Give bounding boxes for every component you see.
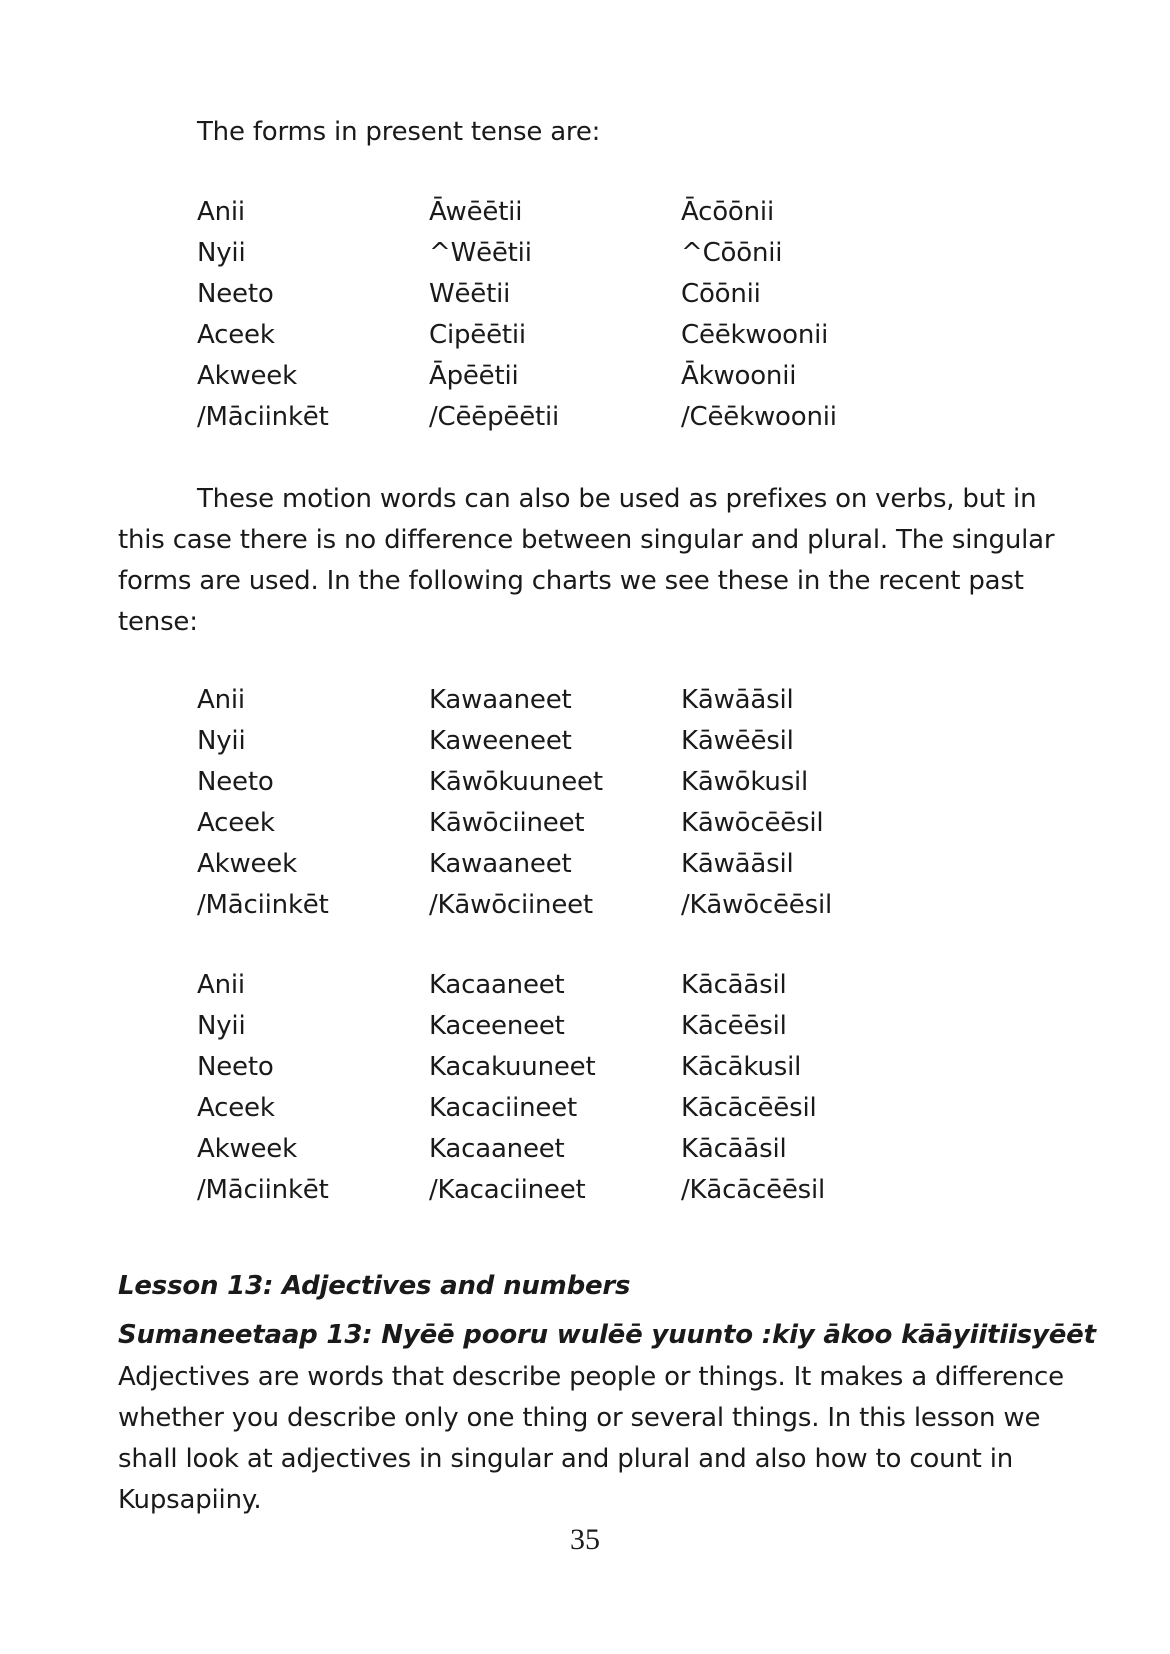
singular-form-cell: Kaceeneet xyxy=(429,1011,565,1041)
table-row xyxy=(197,356,961,397)
present-tense-table xyxy=(197,192,961,438)
singular-form-cell: ^Wēētii xyxy=(429,238,532,268)
pronoun-cell: Aceek xyxy=(197,1093,275,1123)
table-row xyxy=(197,885,961,926)
singular-form-cell: Kawaaneet xyxy=(429,685,572,715)
table-row xyxy=(197,721,961,762)
plural-form-cell: Kācācēēsil xyxy=(681,1093,817,1123)
plural-form-cell: /Kācācēēsil xyxy=(681,1175,826,1205)
pronoun-cell: Akweek xyxy=(197,361,297,391)
adjectives-paragraph: Adjectives are words that describe people or things. It makes a difference whether you describe only one thing or several things. In this lesson we shall look at adjectives in singular and plural and also how to count in Kupsapiiny. xyxy=(118,1362,1064,1515)
intro-text: The forms in present tense are: xyxy=(197,117,601,147)
plural-form-cell: ^Cōōnii xyxy=(681,238,783,268)
table-row xyxy=(197,274,961,315)
singular-form-cell: /Kacaciineet xyxy=(429,1175,586,1205)
plural-form-cell: Kācāāsil xyxy=(681,1134,787,1164)
singular-form-cell: Kāwōciineet xyxy=(429,808,585,838)
pronoun-cell: Anii xyxy=(197,685,245,715)
plural-form-cell: Cōōnii xyxy=(681,279,761,309)
table-row xyxy=(197,1047,961,1088)
plural-form-cell: Cēēkwoonii xyxy=(681,320,829,350)
plural-form-cell: Kāwēēsil xyxy=(681,726,794,756)
table-row xyxy=(197,965,961,1006)
table-row xyxy=(197,844,961,885)
plural-form-cell: Kāwāāsil xyxy=(681,685,794,715)
recent-past-table-1 xyxy=(197,680,961,926)
plural-form-cell: /Kāwōcēēsil xyxy=(681,890,832,920)
plural-form-cell: /Cēēkwoonii xyxy=(681,402,837,432)
pronoun-cell: Akweek xyxy=(197,849,297,879)
singular-form-cell: /Cēēpēētii xyxy=(429,402,560,432)
singular-form-cell: Kacaciineet xyxy=(429,1093,577,1123)
plural-form-cell: Kācāāsil xyxy=(681,970,787,1000)
pronoun-cell: /Māciinkēt xyxy=(197,1175,329,1205)
lesson-heading-kupsapiiny: Sumaneetaap 13: Nyēē pooru wulēē yuunto :kiy ākoo kāāyiitiisyēēt xyxy=(118,1320,1096,1350)
singular-form-cell: Cipēētii xyxy=(429,320,526,350)
pronoun-cell: Anii xyxy=(197,197,245,227)
pronoun-cell: Anii xyxy=(197,970,245,1000)
pronoun-cell: Aceek xyxy=(197,808,275,838)
plural-form-cell: Kāwōkusil xyxy=(681,767,809,797)
pronoun-cell: Aceek xyxy=(197,320,275,350)
singular-form-cell: Kāwōkuuneet xyxy=(429,767,603,797)
plural-form-cell: Kācēēsil xyxy=(681,1011,787,1041)
table-row xyxy=(197,680,961,721)
table-row xyxy=(197,192,961,233)
table-row xyxy=(197,233,961,274)
pronoun-cell: Nyii xyxy=(197,726,246,756)
pronoun-cell: Neeto xyxy=(197,767,274,797)
table-row xyxy=(197,1006,961,1047)
pronoun-cell: Neeto xyxy=(197,1052,274,1082)
pronoun-cell: Nyii xyxy=(197,1011,246,1041)
recent-past-table-2 xyxy=(197,965,961,1211)
table-row xyxy=(197,1170,961,1211)
plural-form-cell: Kāwāāsil xyxy=(681,849,794,879)
singular-form-cell: Kacaaneet xyxy=(429,1134,565,1164)
singular-form-cell: Kawaaneet xyxy=(429,849,572,879)
singular-form-cell: Āpēētii xyxy=(429,361,519,391)
singular-form-cell: Āwēētii xyxy=(429,197,523,227)
singular-form-cell: Kacaaneet xyxy=(429,970,565,1000)
plural-form-cell: Ācōōnii xyxy=(681,197,774,227)
table-row xyxy=(197,315,961,356)
pronoun-cell: /Māciinkēt xyxy=(197,890,329,920)
pronoun-cell: Neeto xyxy=(197,279,274,309)
plural-form-cell: Kāwōcēēsil xyxy=(681,808,824,838)
table-row xyxy=(197,803,961,844)
table-row xyxy=(197,397,961,438)
singular-form-cell: Kacakuuneet xyxy=(429,1052,596,1082)
table-row xyxy=(197,762,961,803)
singular-form-cell: /Kāwōciineet xyxy=(429,890,593,920)
pronoun-cell: /Māciinkēt xyxy=(197,402,329,432)
plural-form-cell: Kācākusil xyxy=(681,1052,802,1082)
pronoun-cell: Nyii xyxy=(197,238,246,268)
lesson-heading: Lesson 13: Adjectives and numbers xyxy=(118,1271,631,1301)
pronoun-cell: Akweek xyxy=(197,1134,297,1164)
table-row xyxy=(197,1088,961,1129)
table-row xyxy=(197,1129,961,1170)
singular-form-cell: Wēētii xyxy=(429,279,511,309)
prefixes-paragraph: These motion words can also be used as prefixes on verbs, but in this case there is no difference between singular and plural. The singular forms are used. In the following charts we see these in the recent past tense: xyxy=(118,484,1055,637)
page-number: 35 xyxy=(570,1523,600,1556)
plural-form-cell: Ākwoonii xyxy=(681,361,797,391)
singular-form-cell: Kaweeneet xyxy=(429,726,572,756)
